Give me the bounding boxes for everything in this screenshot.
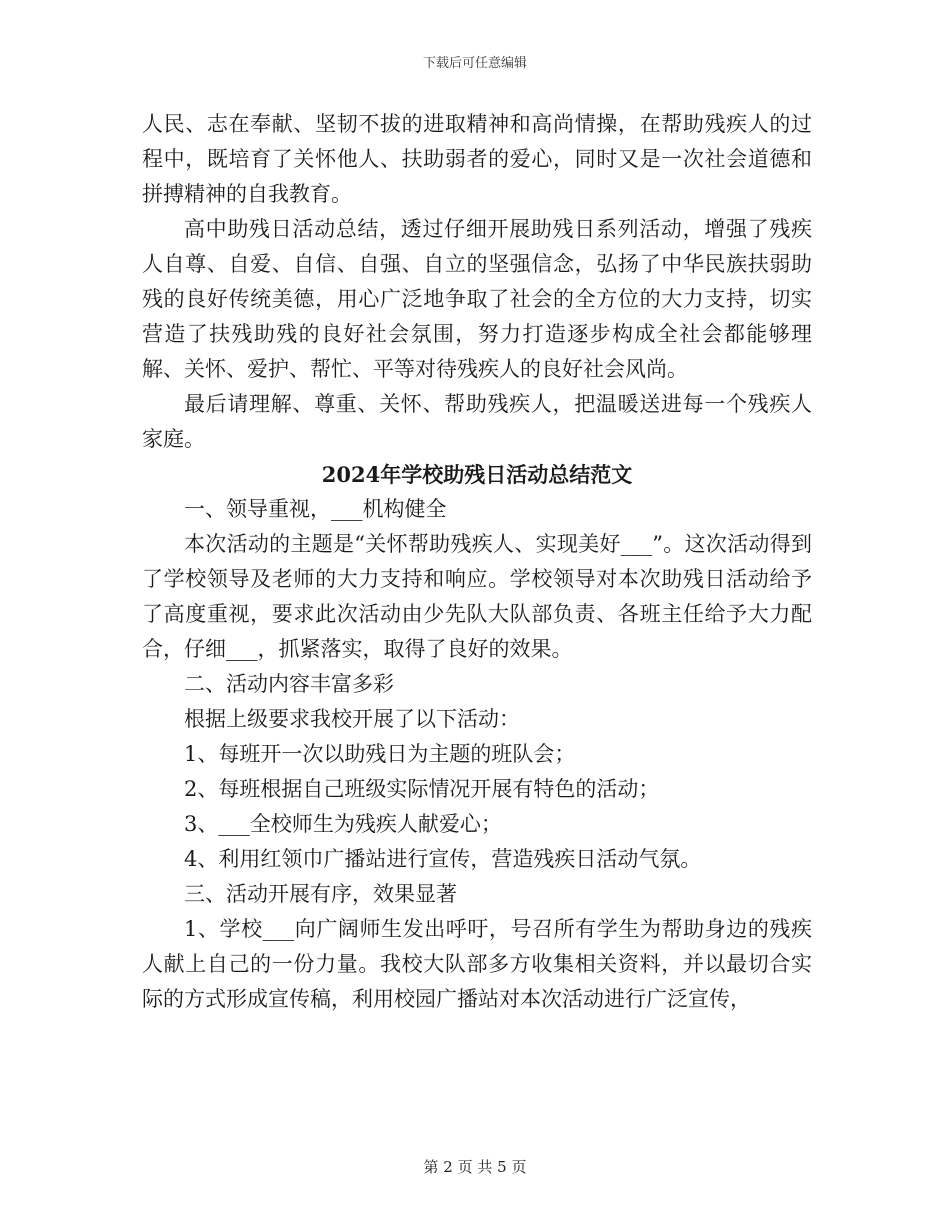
paragraph: 本次活动的主题是“关怀帮助残疾人、实现美好___”。这次活动得到了学校领导及老师的大力支持和响应。学校领导对本次助残日活动给予了高度重视，要求此次活动由少先队大队部负责、各班主任给予大力配合，仔细___，抓紧落实，取得了良好的效果。 <box>142 532 812 661</box>
list-item: 3、___全校师生为残疾人献爱心； <box>184 812 502 836</box>
section-heading: 二、活动内容丰富多彩 <box>184 672 394 696</box>
list-item: 2、每班根据自己班级实际情况开展有特色的活动； <box>184 777 660 801</box>
paragraph: 1、学校___向广阔师生发出呼吁，号召所有学生为帮助身边的残疾人献上自己的一份力量。我校大队部多方收集相关资料，并以最切合实际的方式形成宣传稿，利用校园广播站对本次活动进行广泛宣传， <box>142 917 812 1011</box>
page-header: 下载后可任意编辑 <box>422 56 527 71</box>
list-item: 4、利用红领巾广播站进行宣传，营造残疾日活动气氛。 <box>184 847 702 871</box>
paragraph: 人民、志在奉献、坚韧不拔的进取精神和高尚情操，在帮助残疾人的过程中，既培育了关怀他人、扶助弱者的爱心，同时又是一次社会道德和拼搏精神的自我教育。 <box>142 112 812 206</box>
page-footer: 第 2 页 共 5 页 <box>423 1158 527 1176</box>
document-body <box>142 107 812 1017</box>
list-item: 1、每班开一次以助残日为主题的班队会； <box>184 742 576 766</box>
section-heading: 三、活动开展有序，效果显著 <box>184 882 457 906</box>
document-title: 2024年学校助残日活动总结范文 <box>321 462 633 487</box>
paragraph: 高中助残日活动总结，透过仔细开展助残日系列活动，增强了残疾人自尊、自爱、自信、自强、自立的坚强信念，弘扬了中华民族扶弱助残的良好传统美德，用心广泛地争取了社会的全方位的大力支持，切实营造了扶残助残的良好社会氛围，努力打造逐步构成全社会都能够理解、关怀、爱护、帮忙、平等对待残疾人的良好社会风尚。 <box>142 217 812 381</box>
paragraph: 根据上级要求我校开展了以下活动： <box>184 707 520 731</box>
section-heading: 一、领导重视，___机构健全 <box>184 497 447 521</box>
paragraph: 最后请理解、尊重、关怀、帮助残疾人，把温暖送进每一个残疾人家庭。 <box>142 392 812 451</box>
